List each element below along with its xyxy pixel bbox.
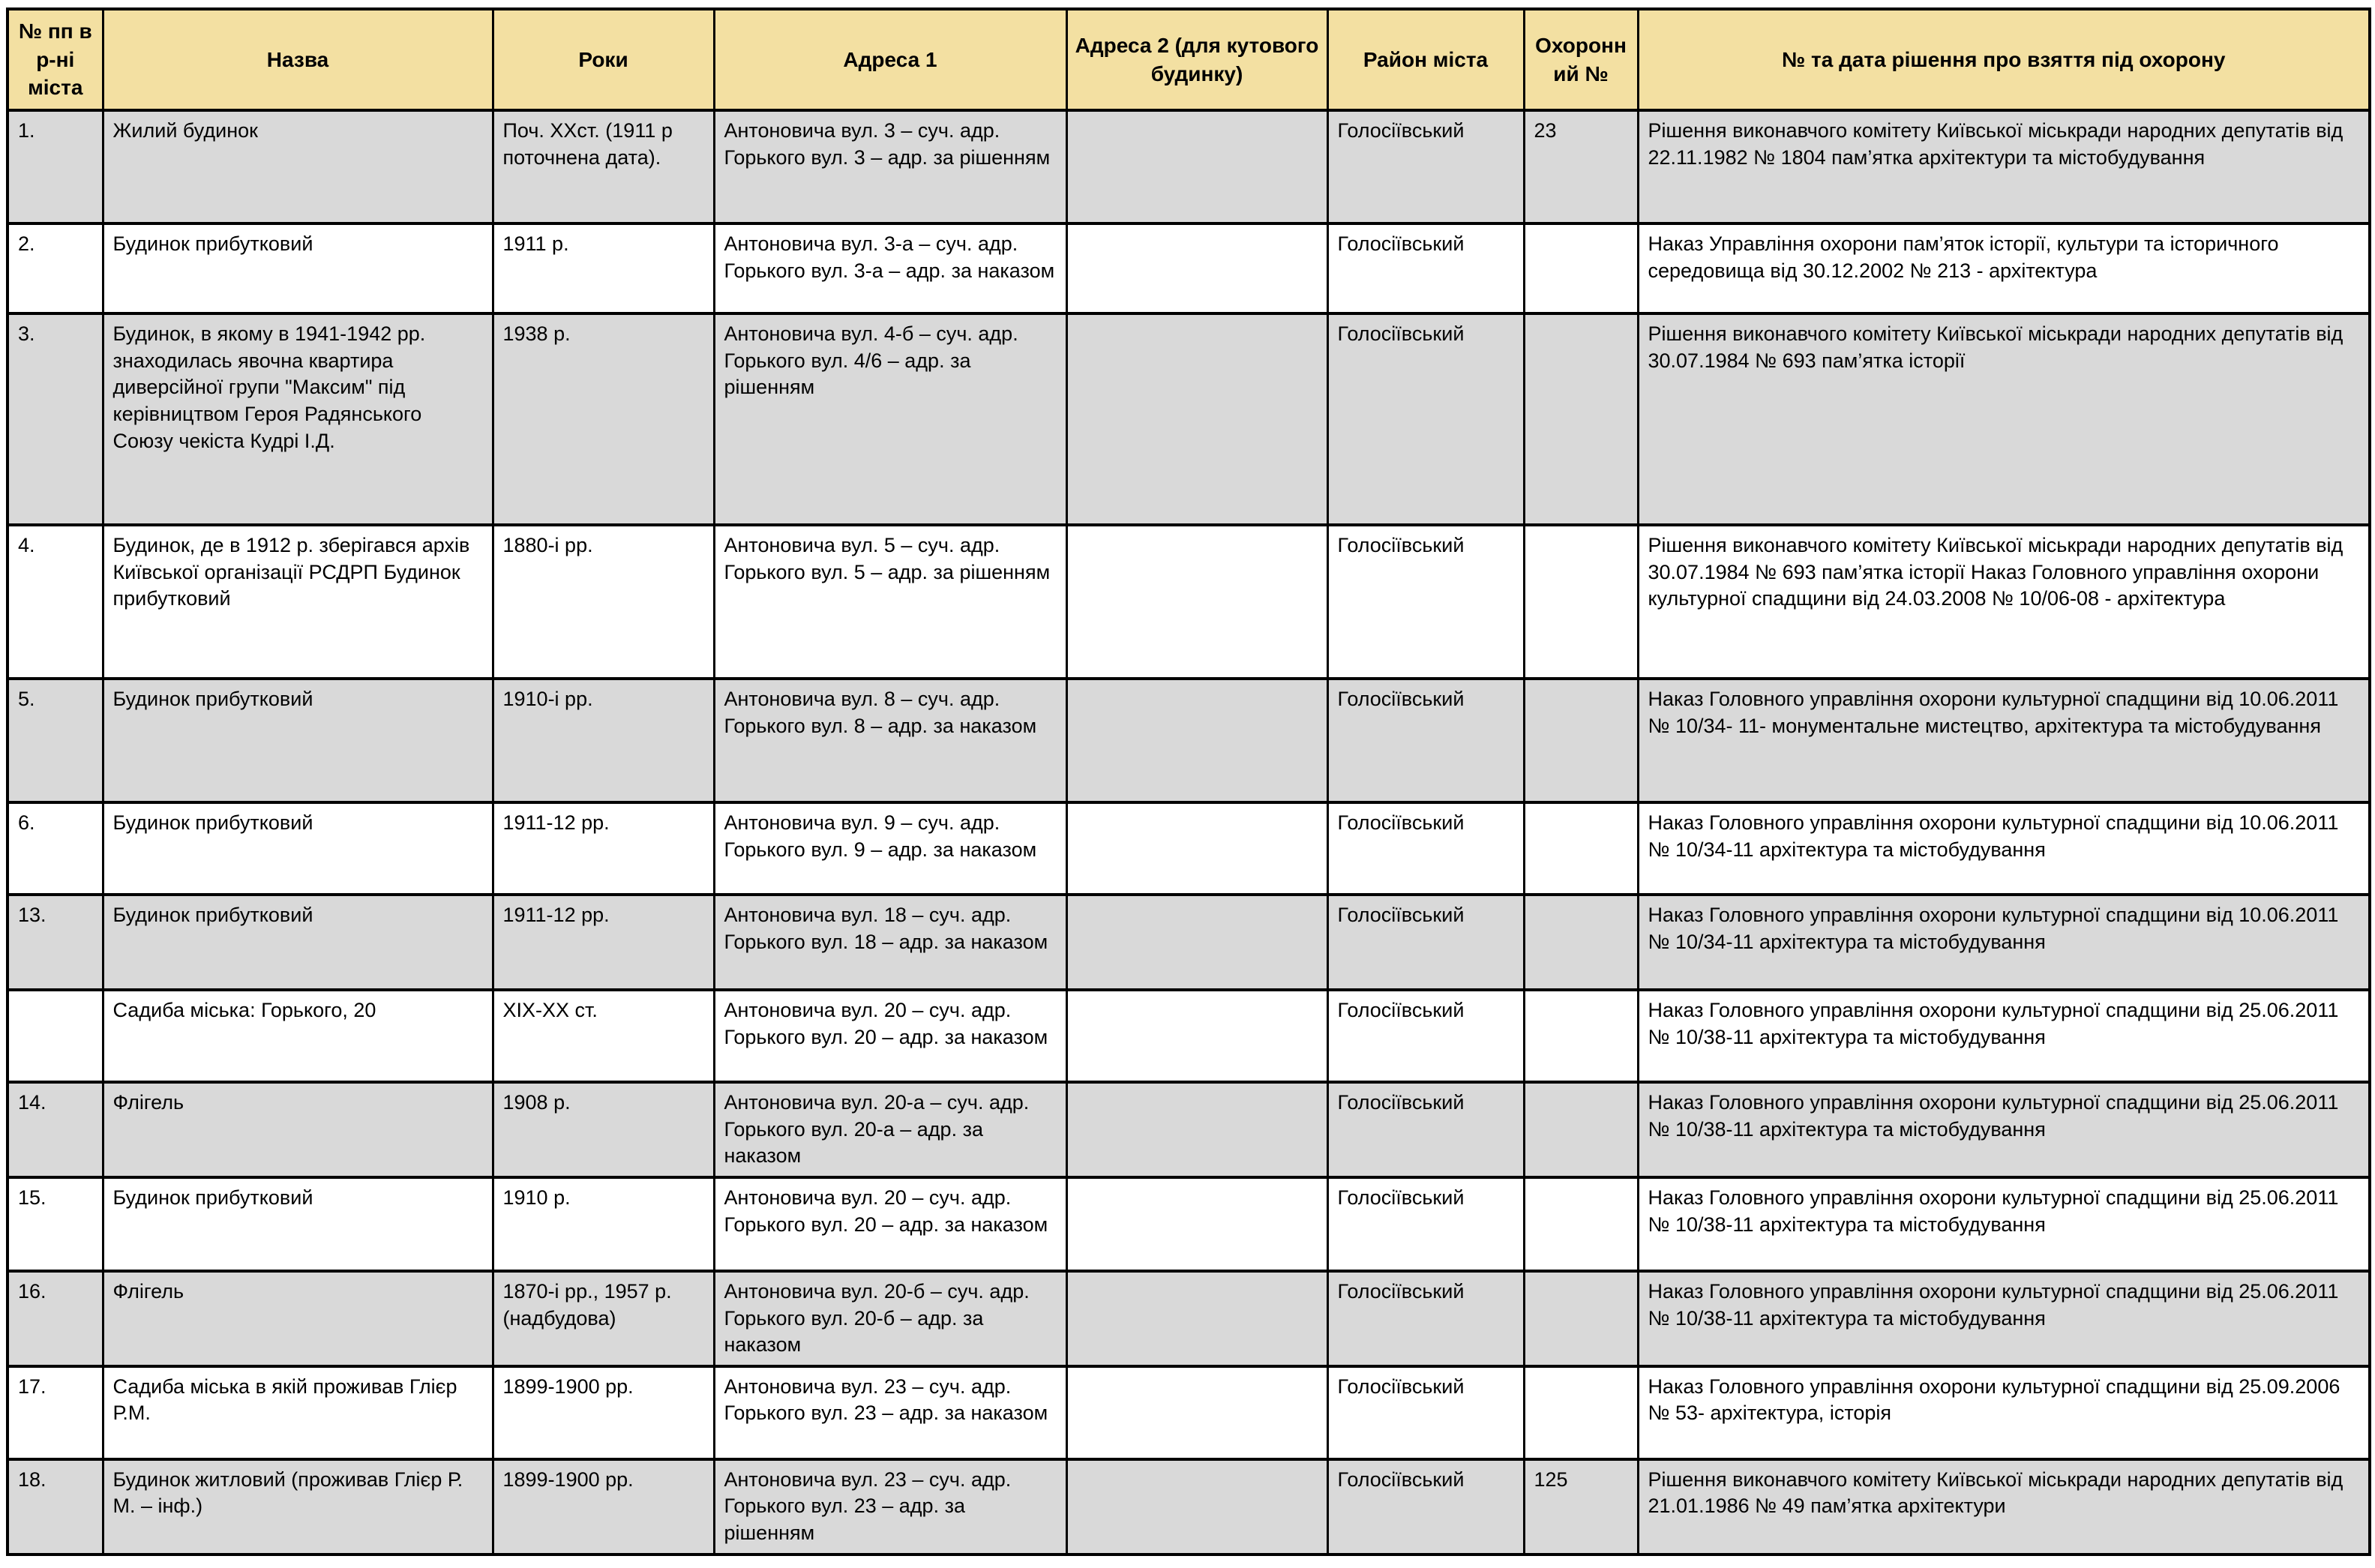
cell-district: Голосіївський — [1327, 1177, 1524, 1271]
cell-address1: Антоновича вул. 18 – суч. адр. Горького вул. 18 – адр. за наказом — [714, 895, 1066, 990]
cell-name: Будинок житловий (проживав Глієр Р. М. – інф.) — [103, 1459, 493, 1555]
cell-district: Голосіївський — [1327, 110, 1524, 223]
col-years: Роки — [493, 9, 714, 110]
cell-district: Голосіївський — [1327, 1366, 1524, 1459]
cell-years: 1938 р. — [493, 313, 714, 525]
table-row — [7, 802, 2370, 895]
table-row — [7, 223, 2370, 313]
cell-num: 4. — [7, 525, 103, 679]
cell-years: 1870-і рр., 1957 р. (надбудова) — [493, 1271, 714, 1366]
cell-protection_no — [1524, 802, 1638, 895]
cell-address2 — [1066, 110, 1327, 223]
cell-name: Флігель — [103, 1271, 493, 1366]
cell-years: 1880-і рр. — [493, 525, 714, 679]
col-num: № пп в р-ні міста — [7, 9, 103, 110]
cell-num: 17. — [7, 1366, 103, 1459]
cell-district: Голосіївський — [1327, 223, 1524, 313]
cell-address2 — [1066, 1366, 1327, 1459]
cell-address2 — [1066, 1459, 1327, 1555]
cell-protection_no — [1524, 223, 1638, 313]
table-row — [7, 1177, 2370, 1271]
cell-address2 — [1066, 223, 1327, 313]
cell-address2 — [1066, 679, 1327, 802]
cell-protection_no — [1524, 895, 1638, 990]
cell-num: 6. — [7, 802, 103, 895]
cell-address2 — [1066, 1082, 1327, 1177]
cell-address1: Антоновича вул. 5 – суч. адр. Горького вул. 5 – адр. за рішенням — [714, 525, 1066, 679]
cell-decision: Наказ Головного управління охорони культурної спадщини від 10.06.2011 № 10/34-11 архітектура та містобудування — [1638, 802, 2370, 895]
col-address1: Адреса 1 — [714, 9, 1066, 110]
cell-name: Будинок прибутковий — [103, 1177, 493, 1271]
col-name: Назва — [103, 9, 493, 110]
cell-protection_no — [1524, 1177, 1638, 1271]
cell-address1: Антоновича вул. 20 – суч. адр. Горького вул. 20 – адр. за наказом — [714, 1177, 1066, 1271]
cell-protection_no — [1524, 525, 1638, 679]
cell-years: 1910-і рр. — [493, 679, 714, 802]
col-address2: Адреса 2 (для кутового будинку) — [1066, 9, 1327, 110]
cell-decision: Наказ Головного управління охорони культурної спадщини від 25.06.2011 № 10/38-11 архітектура та містобудування — [1638, 1271, 2370, 1366]
cell-address1: Антоновича вул. 8 – суч. адр. Горького вул. 8 – адр. за наказом — [714, 679, 1066, 802]
cell-decision: Наказ Головного управління охорони культурної спадщини від 10.06.2011 № 10/34-11 архітектура та містобудування — [1638, 895, 2370, 990]
table-row — [7, 990, 2370, 1082]
cell-address1: Антоновича вул. 4-б – суч. адр. Горького вул. 4/6 – адр. за рішенням — [714, 313, 1066, 525]
cell-name: Будинок прибутковий — [103, 895, 493, 990]
table-row — [7, 679, 2370, 802]
cell-years: 1899-1900 рр. — [493, 1459, 714, 1555]
cell-decision: Наказ Головного управління охорони культурної спадщини від 25.06.2011 № 10/38-11 архітектура та містобудування — [1638, 1177, 2370, 1271]
table-row — [7, 1082, 2370, 1177]
cell-district: Голосіївський — [1327, 525, 1524, 679]
cell-address1: Антоновича вул. 3-а – суч. адр. Горького вул. 3-а – адр. за наказом — [714, 223, 1066, 313]
monuments-table — [6, 7, 2371, 1556]
cell-protection_no: 125 — [1524, 1459, 1638, 1555]
cell-district: Голосіївський — [1327, 679, 1524, 802]
cell-decision: Рішення виконавчого комітету Київської міськради народних депутатів від 30.07.1984 № 693 пам’ятка історії — [1638, 313, 2370, 525]
cell-num: 3. — [7, 313, 103, 525]
cell-decision: Наказ Головного управління охорони культурної спадщини від 25.09.2006 № 53- архітектура, історія — [1638, 1366, 2370, 1459]
cell-address1: Антоновича вул. 20-б – суч. адр. Горького вул. 20-б – адр. за наказом — [714, 1271, 1066, 1366]
cell-years: 1908 р. — [493, 1082, 714, 1177]
cell-decision: Рішення виконавчого комітету Київської міськради народних депутатів від 22.11.1982 № 1804 пам’ятка архітектури та містобудування — [1638, 110, 2370, 223]
cell-protection_no: 23 — [1524, 110, 1638, 223]
cell-num: 16. — [7, 1271, 103, 1366]
cell-name: Садиба міська: Горького, 20 — [103, 990, 493, 1082]
col-protection_no: Охоронний № — [1524, 9, 1638, 110]
cell-num: 14. — [7, 1082, 103, 1177]
cell-protection_no — [1524, 1082, 1638, 1177]
cell-address2 — [1066, 895, 1327, 990]
cell-name: Будинок, в якому в 1941-1942 рр. знаходилась явочна квартира диверсійної групи "Максим" під керівництвом Героя Радянського Союзу чекіста Кудрі І.Д. — [103, 313, 493, 525]
cell-address2 — [1066, 1177, 1327, 1271]
cell-name: Садиба міська в якій проживав Глієр Р.М. — [103, 1366, 493, 1459]
cell-name: Будинок прибутковий — [103, 223, 493, 313]
cell-protection_no — [1524, 1366, 1638, 1459]
cell-decision: Рішення виконавчого комітету Київської міськради народних депутатів від 30.07.1984 № 693 пам’ятка історії Наказ Головного управління охорони культурної спадщини від 24.03.2008 № 10/06-08 - архітектура — [1638, 525, 2370, 679]
cell-address1: Антоновича вул. 20 – суч. адр. Горького вул. 20 – адр. за наказом — [714, 990, 1066, 1082]
table-row — [7, 1366, 2370, 1459]
table-header — [7, 9, 2370, 110]
table-body — [7, 110, 2370, 1555]
cell-decision: Наказ Головного управління охорони культурної спадщини від 10.06.2011 № 10/34- 11- монументальне мистецтво, архітектура та містобудування — [1638, 679, 2370, 802]
table-row — [7, 313, 2370, 525]
cell-num: 2. — [7, 223, 103, 313]
cell-district: Голосіївський — [1327, 895, 1524, 990]
cell-years: ХІХ-ХХ ст. — [493, 990, 714, 1082]
table-row — [7, 525, 2370, 679]
table-row — [7, 895, 2370, 990]
cell-decision: Наказ Головного управління охорони культурної спадщини від 25.06.2011 № 10/38-11 архітектура та містобудування — [1638, 1082, 2370, 1177]
col-decision: № та дата рішення про взяття під охорону — [1638, 9, 2370, 110]
cell-protection_no — [1524, 313, 1638, 525]
cell-years: 1910 р. — [493, 1177, 714, 1271]
cell-name: Будинок прибутковий — [103, 679, 493, 802]
cell-protection_no — [1524, 990, 1638, 1082]
cell-district: Голосіївський — [1327, 1459, 1524, 1555]
cell-name: Будинок прибутковий — [103, 802, 493, 895]
cell-years: 1899-1900 рр. — [493, 1366, 714, 1459]
cell-district: Голосіївський — [1327, 1082, 1524, 1177]
cell-decision: Наказ Управління охорони пам’яток історії, культури та історичного середовища від 30.12.2002 № 213 - архітектура — [1638, 223, 2370, 313]
cell-num — [7, 990, 103, 1082]
cell-address1: Антоновича вул. 3 – суч. адр. Горького вул. 3 – адр. за рішенням — [714, 110, 1066, 223]
cell-district: Голосіївський — [1327, 802, 1524, 895]
cell-name: Флігель — [103, 1082, 493, 1177]
table-row — [7, 110, 2370, 223]
cell-name: Жилий будинок — [103, 110, 493, 223]
cell-years: 1911-12 рр. — [493, 802, 714, 895]
col-district: Район міста — [1327, 9, 1524, 110]
cell-num: 1. — [7, 110, 103, 223]
header-row — [7, 9, 2370, 110]
cell-address2 — [1066, 313, 1327, 525]
cell-decision: Рішення виконавчого комітету Київської міськради народних депутатів від 21.01.1986 № 49 пам’ятка архітектури — [1638, 1459, 2370, 1555]
cell-address2 — [1066, 990, 1327, 1082]
cell-years: Поч. ХХст. (1911 р поточнена дата). — [493, 110, 714, 223]
cell-num: 5. — [7, 679, 103, 802]
cell-district: Голосіївський — [1327, 990, 1524, 1082]
cell-protection_no — [1524, 679, 1638, 802]
cell-years: 1911-12 рр. — [493, 895, 714, 990]
cell-district: Голосіївський — [1327, 1271, 1524, 1366]
cell-address1: Антоновича вул. 9 – суч. адр. Горького вул. 9 – адр. за наказом — [714, 802, 1066, 895]
cell-name: Будинок, де в 1912 р. зберігався архів Київської організації РСДРП Будинок прибутковий — [103, 525, 493, 679]
cell-num: 13. — [7, 895, 103, 990]
cell-num: 15. — [7, 1177, 103, 1271]
cell-address2 — [1066, 802, 1327, 895]
cell-address2 — [1066, 1271, 1327, 1366]
table-row — [7, 1271, 2370, 1366]
table-row — [7, 1459, 2370, 1555]
cell-address1: Антоновича вул. 20-а – суч. адр. Горького вул. 20-а – адр. за наказом — [714, 1082, 1066, 1177]
cell-address1: Антоновича вул. 23 – суч. адр. Горького вул. 23 – адр. за наказом — [714, 1366, 1066, 1459]
cell-district: Голосіївський — [1327, 313, 1524, 525]
cell-num: 18. — [7, 1459, 103, 1555]
cell-decision: Наказ Головного управління охорони культурної спадщини від 25.06.2011 № 10/38-11 архітектура та містобудування — [1638, 990, 2370, 1082]
cell-protection_no — [1524, 1271, 1638, 1366]
cell-years: 1911 р. — [493, 223, 714, 313]
cell-address1: Антоновича вул. 23 – суч. адр. Горького вул. 23 – адр. за рішенням — [714, 1459, 1066, 1555]
cell-address2 — [1066, 525, 1327, 679]
